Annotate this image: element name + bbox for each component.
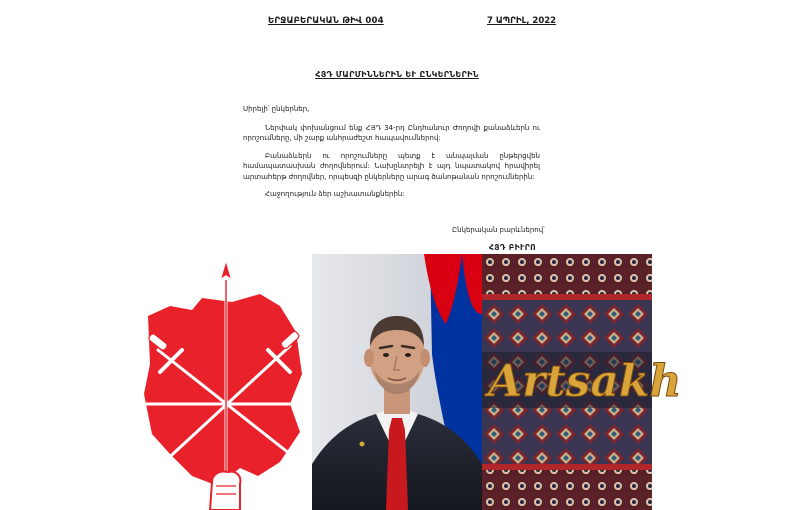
letter-reference-number: ԵՐՋԱԲԵՐԱԿԱՆ ԹԻՎ 004 [268, 16, 384, 26]
letter-closing: Ընկերական բարևներով՝ [452, 226, 545, 234]
letter-signature: ՀՅԴ ԲԻՒՐՈ [489, 243, 536, 252]
portrait-icon [312, 254, 482, 510]
letter-body [243, 104, 540, 207]
carpet-icon [482, 254, 682, 510]
carpet-text: Artsakh [488, 356, 682, 407]
letter-title: ՀՅԴ ՄԱՐՄԻՆՆԵՐԻՆ ԵՒ ԸՆԿԵՐՆԵՐԻՆ [315, 70, 479, 79]
arf-emblem-icon [140, 254, 312, 510]
letter-date: 7 ԱՊՐԻԼ, 2022 [487, 16, 557, 26]
arf-emblem-image [140, 254, 312, 510]
letter-paragraph-3: Հաջողություն ձեր աշխատանքներին: [265, 190, 405, 198]
letter-paragraph-1: Ներփակ փոխանցում ենք ՀՅԴ 34-րդ Ընդհանուր Ժողովի քանաձևերն ու որոշումները, մի շարք անհրաժեշտ հապավումներով: [243, 123, 540, 142]
letter-paragraph-2: Բանաձևերն ու որոշումները պետք է անպայման ընթերցվեն համապատասխան ժողովներում: Նախընտրելի է այդ նպատակով հրավիրել արտահերթ ժողովներ, որպեսզի ընկերները արագ ծանոթանան որոշումներին: [243, 151, 540, 181]
image-strip [0, 254, 794, 510]
letter-greeting: Սիրելի՛ ընկերներ, [243, 105, 310, 113]
portrait-image [312, 254, 482, 510]
artsakh-carpet-image [482, 254, 682, 510]
